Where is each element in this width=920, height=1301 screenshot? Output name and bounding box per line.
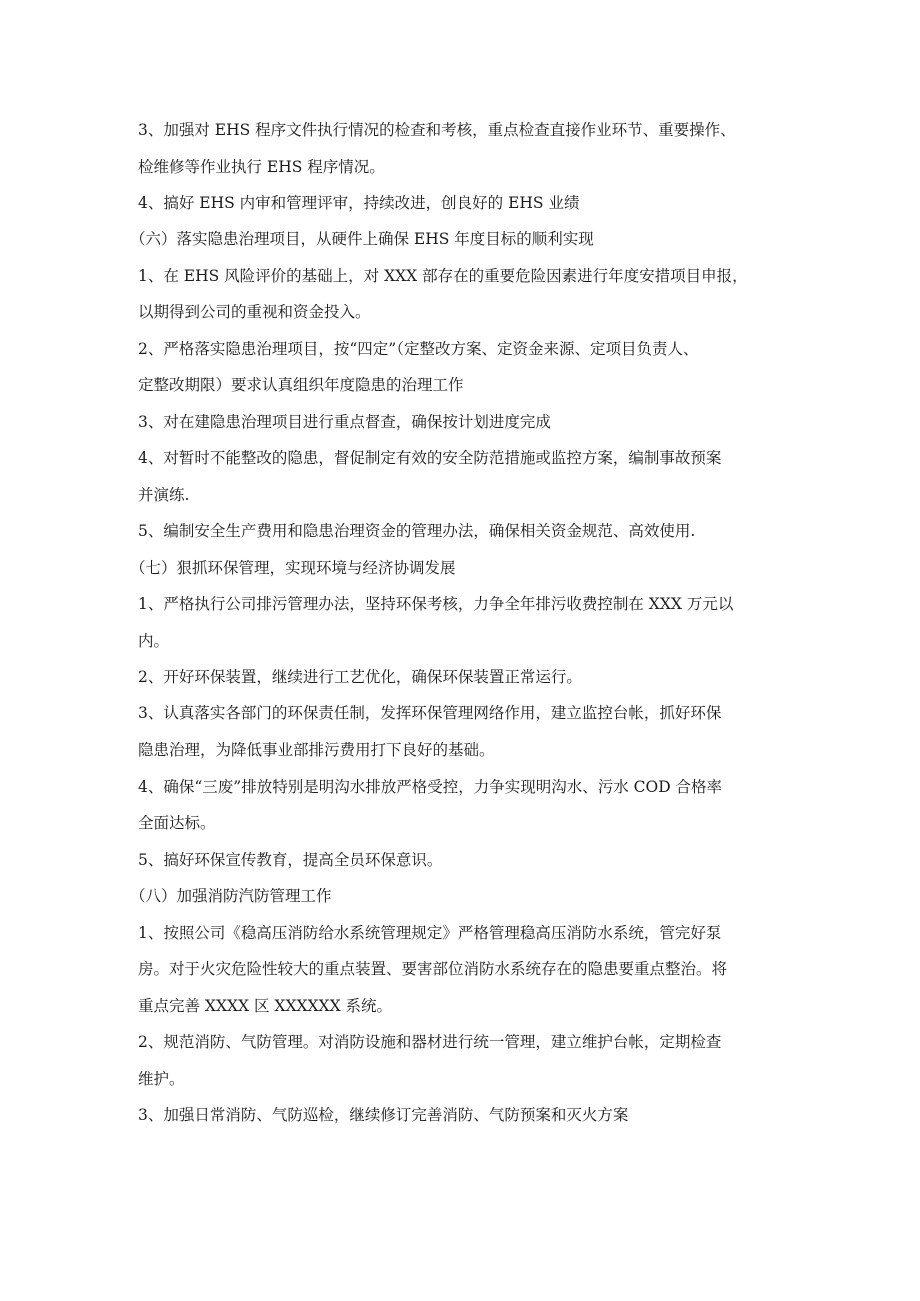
text-line: 3、加强对 EHS 程序文件执行情况的检查和考核，重点检查直接作业环节、重要操作、: [138, 121, 736, 139]
text-line: 2、严格落实隐患治理项目，按“四定”（定整改方案、定资金来源、定项目负责人、: [138, 340, 699, 358]
text-line: 隐患治理，为降低事业部排污费用打下良好的基础。: [138, 741, 495, 759]
text-line: 1、在 EHS 风险评价的基础上，对 XXX 部存在的重要危险因素进行年度安措项目申报，: [138, 267, 748, 285]
text-line: 以期得到公司的重视和资金投入。: [138, 303, 371, 321]
text-line: 定整改期限）要求认真组织年度隐患的治理工作: [138, 376, 464, 394]
text-line: 3、加强日常消防、气防巡检，继续修订完善消防、气防预案和灭火方案: [138, 1106, 629, 1124]
text-line: 4、搞好 EHS 内审和管理评审，持续改进，创良好的 EHS 业绩: [138, 194, 580, 212]
text-line: 1、严格执行公司排污管理办法，坚持环保考核，力争全年排污收费控制在 XXX 万元以: [138, 595, 734, 613]
text-line: 检维修等作业执行 EHS 程序情况。: [138, 158, 385, 176]
text-line: 4、对暂时不能整改的隐患，督促制定有效的安全防范措施或监控方案，编制事故预案: [138, 449, 722, 467]
text-line: 3、认真落实各部门的环保责任制，发挥环保管理网络作用，建立监控台帐，抓好环保: [138, 704, 722, 722]
text-line: 3、对在建隐患治理项目进行重点督查，确保按计划进度完成: [138, 413, 551, 431]
section-heading: （六）落实隐患治理项目，从硬件上确保 EHS 年度目标的顺利实现: [130, 230, 594, 248]
text-line: 并演练.: [138, 486, 190, 504]
text-line: 维护。: [138, 1070, 185, 1088]
text-line: 房。对于火灾危险性较大的重点装置、要害部位消防水系统存在的隐患要重点整治。将: [138, 960, 728, 978]
text-line: 5、编制安全生产费用和隐患治理资金的管理办法，确保相关资金规范、高效使用.: [138, 522, 696, 540]
text-line: 内。: [138, 632, 170, 650]
text-line: 5、搞好环保宣传教育，提高全员环保意识。: [138, 851, 443, 869]
text-line: 全面达标。: [138, 814, 216, 832]
text-line: 重点完善 XXXX 区 XXXXXX 系统。: [138, 997, 393, 1015]
text-line: 2、规范消防、气防管理。对消防设施和器材进行统一管理，建立维护台帐，定期检查: [138, 1033, 722, 1051]
text-line: 2、开好环保装置，继续进行工艺优化，确保环保装置正常运行。: [138, 668, 582, 686]
text-line: 4、确保“三废”排放特别是明沟水排放严格受控，力争实现明沟水、污水 COD 合格率: [138, 778, 723, 796]
section-heading: （八）加强消防汽防管理工作: [130, 887, 332, 905]
text-line: 1、按照公司《稳高压消防给水系统管理规定》严格管理稳高压消防水系统，管完好泵: [138, 924, 722, 942]
section-heading: （七）狠抓环保管理，实现环境与经济协调发展: [130, 559, 456, 577]
